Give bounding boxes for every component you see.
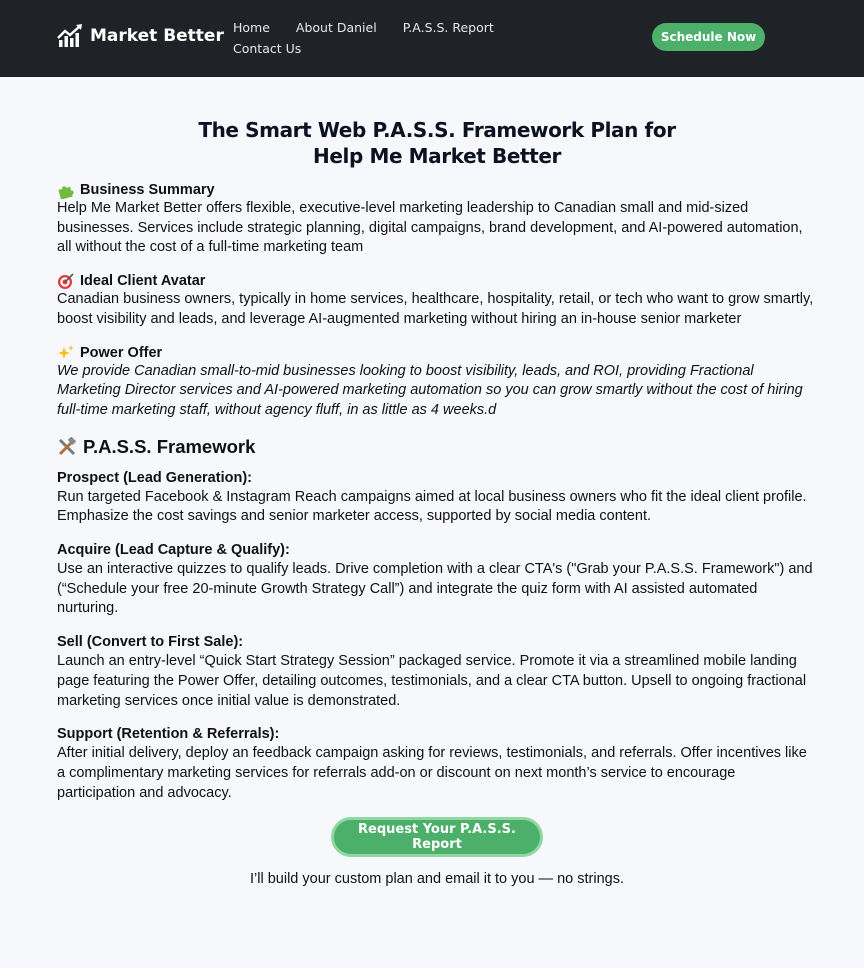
schedule-now-button[interactable]: Schedule Now bbox=[652, 23, 765, 51]
brand-name: Market Better bbox=[90, 26, 224, 46]
page-title bbox=[57, 117, 817, 169]
power-offer-label: Power Offer bbox=[80, 344, 163, 361]
pass-framework-heading bbox=[57, 435, 817, 459]
pass-framework-label: P.A.S.S. Framework bbox=[83, 435, 256, 457]
power-offer-text: We provide Canadian small-to-mid businesses looking to boost visibility, leads, and ROI, providing Fractional Marketing Director services and AI-powered marketing automation so you can grow smartly without the cost of hiring full-time marketing staff, without agency fluff, in as little as 4 weeks.d bbox=[57, 362, 803, 418]
sell-heading: Sell (Convert to First Sale): bbox=[57, 634, 244, 651]
top-navigation-bar bbox=[0, 0, 864, 77]
nav-contact-us[interactable]: Contact Us bbox=[233, 41, 302, 56]
ideal-client-text: Canadian business owners, typically in home services, healthcare, hospitality, retail, or tech who want to grow smartly, boost visibility and leads, and leverage AI-augmented marketing without hiring an in-house senior marketer bbox=[57, 291, 814, 327]
business-summary-label: Business Summary bbox=[80, 182, 215, 198]
sell-text: Launch an entry-level “Quick Start Strategy Session” packaged service. Promote it via a streamlined mobile landing page featuring the Power Offer, detailing outcomes, testimonials, and a clear CTA button. Upsell to ongoing fractional marketing services once initial value is demonstrated. bbox=[57, 653, 807, 709]
support-text: After initial delivery, deploy an feedback campaign asking for reviews, testimonials, and referrals. Offer incentives like a complimentary marketing services for referrals add-on or discount on next month’s service to encourage participation and advocacy. bbox=[57, 745, 807, 801]
brand-logo[interactable] bbox=[57, 22, 224, 50]
support-heading: Support (Retention & Referrals): bbox=[57, 726, 280, 743]
power-offer-heading bbox=[57, 344, 817, 362]
sparkles-icon bbox=[57, 344, 76, 361]
puzzle-icon bbox=[57, 182, 76, 199]
request-pass-report-button[interactable]: Request Your P.A.S.S. Report bbox=[331, 817, 543, 857]
page-title-line-1: The Smart Web P.A.S.S. Framework Plan for bbox=[198, 118, 676, 142]
main-nav bbox=[233, 17, 523, 59]
growth-chart-icon bbox=[57, 23, 84, 49]
prospect-heading: Prospect (Lead Generation): bbox=[57, 469, 252, 486]
nav-about-daniel[interactable]: About Daniel bbox=[295, 20, 377, 35]
target-icon bbox=[57, 273, 76, 290]
tools-icon bbox=[57, 437, 78, 457]
nav-home[interactable]: Home bbox=[233, 20, 270, 35]
prospect-text: Run targeted Facebook & Instagram Reach campaigns aimed at local business owners who fit the ideal client profile. Emphasize the cost savings and senior marketer access, supported by social media content. bbox=[57, 488, 807, 525]
page-title-line-2: Help Me Market Better bbox=[313, 144, 561, 168]
business-summary-text: Help Me Market Better offers flexible, executive-level marketing leadership to Canadian small and mid-sized businesses. Services include strategic planning, digital campaigns, brand development, and AI-powered automation, all without the cost of a full-time marketing team bbox=[57, 200, 803, 256]
acquire-text: Use an interactive quizzes to qualify leads. Drive completion with a clear CTA's ("Grab your P.A.S.S. Framework") and (“Schedule your free 20-minute Growth Strategy Call”) and integrate the quiz form with AI assisted automated nurturing. bbox=[57, 561, 813, 617]
ideal-client-label: Ideal Client Avatar bbox=[80, 273, 206, 290]
footnote-text: I’ll build your custom plan and email it to you — no strings. bbox=[250, 871, 624, 888]
business-summary-heading bbox=[57, 181, 817, 199]
acquire-heading: Acquire (Lead Capture & Qualify): bbox=[57, 542, 290, 559]
main-content bbox=[57, 117, 817, 889]
ideal-client-heading bbox=[57, 272, 817, 290]
nav-pass-report[interactable]: P.A.S.S. Report bbox=[402, 20, 494, 35]
